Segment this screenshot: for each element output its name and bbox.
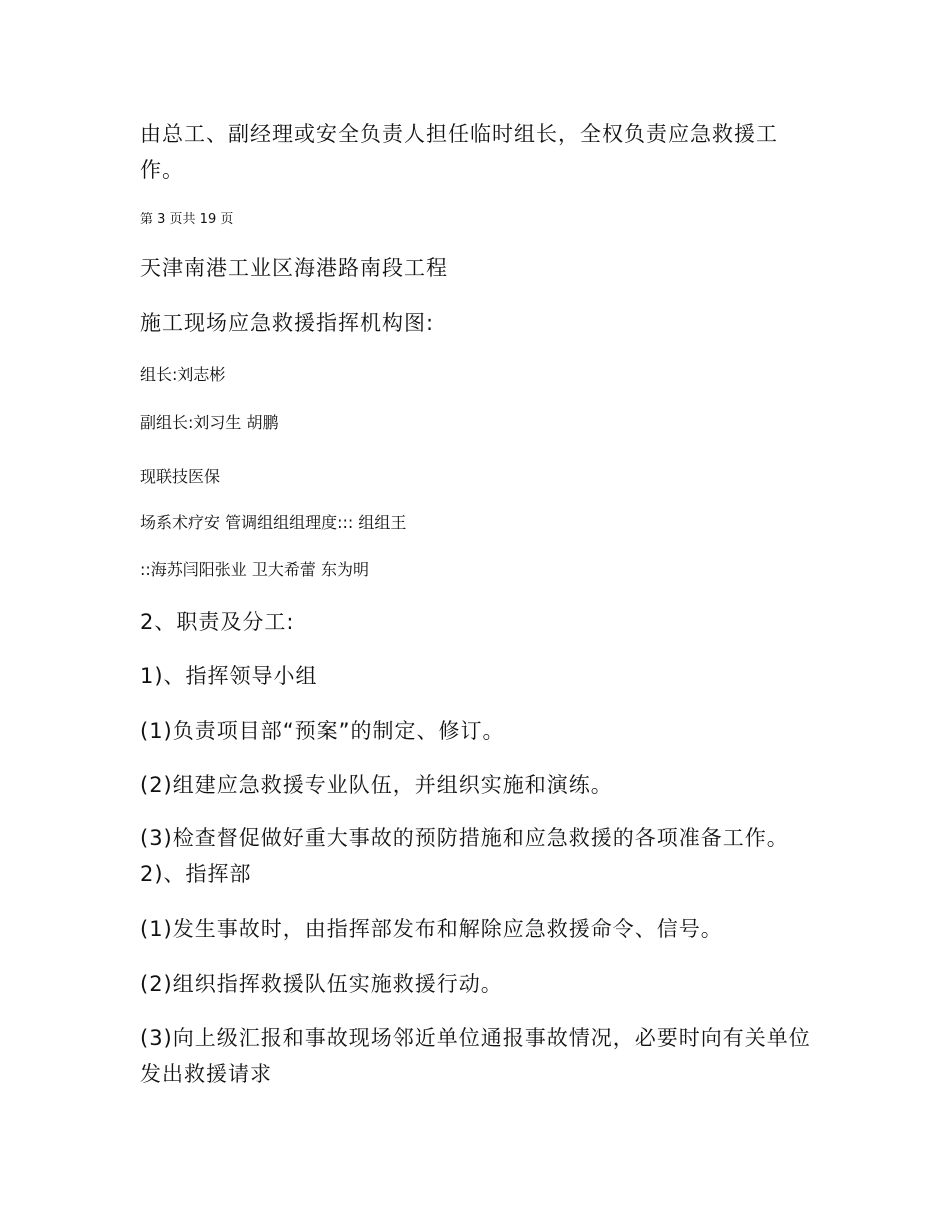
leader-line: 组长:刘志彬 [140, 365, 226, 384]
section-2-heading: 2、职责及分工: [140, 610, 295, 634]
chart-row-1: 现联技医保 [140, 467, 221, 486]
page-footer: 第 3 页共 19 页 [140, 212, 234, 227]
intro-paragraph: 由总工、副经理或安全负责人担任临时组长，全权负责应急救援工作。 [140, 122, 778, 182]
sub-1-item-1: (1)负责项目部“预案”的制定、修订。 [140, 719, 505, 743]
sub-1-item-3: (3)检查督促做好重大事故的预防措施和应急救援的各项准备工作。 2)、指挥部 [140, 826, 789, 886]
org-chart-title: 施工现场应急救援指挥机构图: [140, 311, 435, 335]
chart-row-2: 场系术疗安 管调组组组理度::: 组组王 [140, 513, 407, 532]
deputy-leaders-line: 副组长:刘习生 胡鹏 [140, 413, 279, 432]
sub-1-item-2: (2)组建应急救援专业队伍，并组织实施和演练。 [140, 773, 613, 797]
sub-2-item-3: (3)向上级汇报和事故现场邻近单位通报事故情况，必要时向有关单位发出救援请求 [140, 1026, 811, 1086]
sub-1-heading: 1)、指挥领导小组 [140, 664, 318, 688]
sub-2-item-1: (1)发生事故时，由指挥部发布和解除应急救援命令、信号。 [140, 917, 723, 941]
project-title: 天津南港工业区海港路南段工程 [140, 256, 448, 280]
sub-2-item-2: (2)组织指挥救援队伍实施救援行动。 [140, 972, 503, 996]
chart-row-3: ::海苏闫阳张业 卫大希蕾 东为明 [140, 560, 369, 579]
